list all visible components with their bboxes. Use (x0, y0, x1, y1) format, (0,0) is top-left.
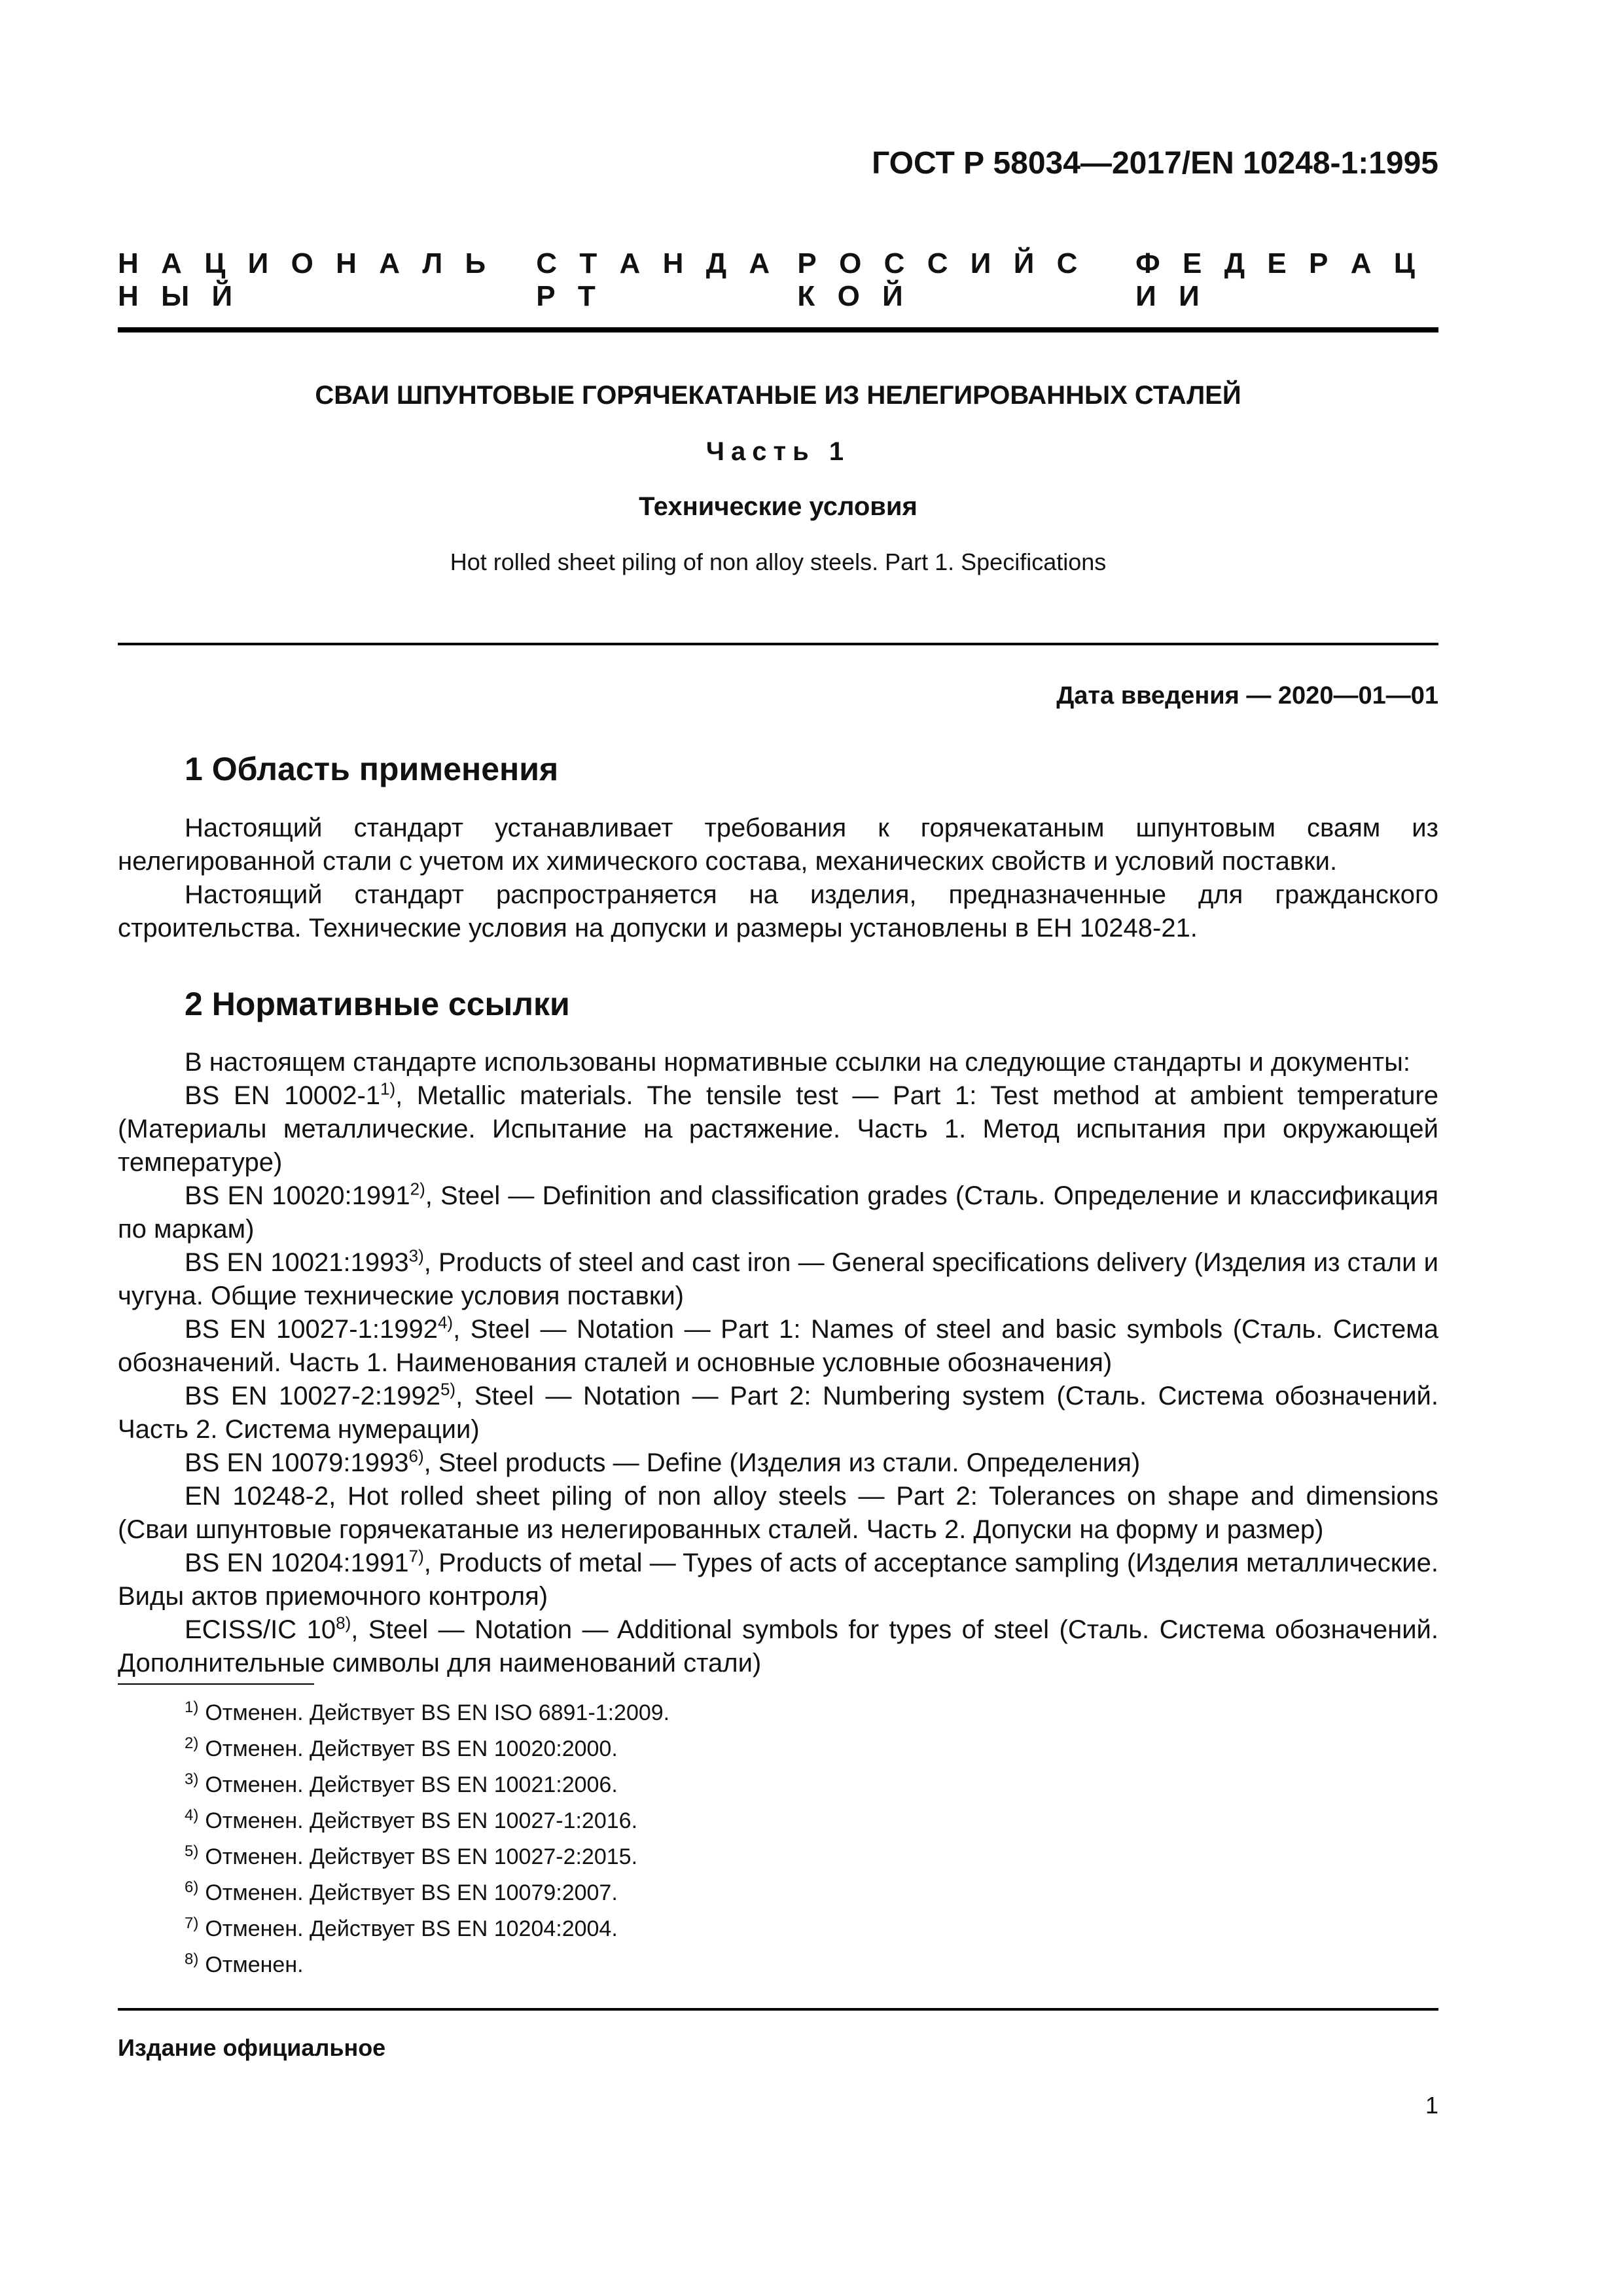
footnote-text: Отменен. (205, 1952, 304, 1977)
footnote-number: 5) (185, 1842, 199, 1860)
national-word: Ф Е Д Е Р А ЦИ И (1135, 247, 1415, 312)
document-title: СВАИ ШПУНТОВЫЕ ГОРЯЧЕКАТАНЫЕ ИЗ НЕЛЕГИРОВАННЫХ СТАЛЕЙ (315, 381, 1241, 410)
introduction-date: Дата введения — 2020—01—01 (1056, 682, 1438, 709)
footnote (185, 1695, 669, 1731)
footer-divider (118, 2008, 1438, 2011)
paragraph: Настоящий стандарт устанавливает требования к горячекатаным шпунтовым сваям из нелегированной стали с учетом их химического состава, механических свойств и условий поставки. (118, 814, 1438, 876)
national-word: С Т А Н Д АР Т (536, 247, 770, 312)
reference-code: BS EN 10027-1:1992 (185, 1315, 438, 1344)
reference-code: EN 10248-2 (185, 1482, 329, 1511)
reference-code: BS EN 10020:1991 (185, 1181, 410, 1210)
footnote-text: Отменен. Действует BS EN 10027-2:2015. (205, 1844, 638, 1869)
footnote (185, 1803, 669, 1839)
document-subtitle: Технические условия (639, 492, 918, 521)
footnote-number: 1) (185, 1698, 199, 1716)
reference-text: , Steel — Notation — Additional symbols for types of steel (Сталь. Система обозначений. Дополнительные символы для наименований стали) (118, 1615, 1438, 1677)
reference-text: , Metallic materials. The tensile test — Part 1: Test method at ambient temperature (Материалы металлические. Испытание на растяжение. Часть 1. Метод испытания при окружающей температуре) (118, 1081, 1438, 1177)
reference-item (118, 1179, 1438, 1246)
reference-code: BS EN 10002-1 (185, 1081, 381, 1110)
section-1-body (118, 812, 1438, 945)
reference-item (118, 1446, 1438, 1480)
footnote-text: Отменен. Действует BS EN 10020:2000. (205, 1736, 618, 1761)
footnote-text: Отменен. Действует BS EN 10204:2004. (205, 1916, 618, 1941)
reference-item (118, 1380, 1438, 1446)
reference-text: , Steel — Definition and classification grades (Сталь. Определение и классификация по маркам) (118, 1181, 1438, 1244)
footnote-mark[interactable]: 4) (437, 1312, 454, 1333)
national-word: Р О С С И Й СК О Й (797, 247, 1078, 312)
footnote-mark[interactable]: 5) (440, 1379, 456, 1399)
reference-item (118, 1547, 1438, 1613)
footnote (185, 1911, 669, 1947)
section-2-body (118, 1046, 1438, 1680)
section-2-heading: 2 Нормативные ссылки (185, 986, 570, 1022)
footnote-text: Отменен. Действует BS EN 10079:2007. (205, 1880, 618, 1905)
document-part: Часть 1 (705, 437, 851, 466)
national-standard-heading (118, 247, 1438, 313)
reference-item (118, 1613, 1438, 1680)
reference-item (118, 1313, 1438, 1380)
footnote (185, 1947, 669, 1983)
footnote-mark[interactable]: 3) (408, 1246, 424, 1266)
footnote-text: Отменен. Действует BS EN ISO 6891-1:2009. (205, 1700, 670, 1725)
footnote-text: Отменен. Действует BS EN 10027-1:2016. (205, 1808, 638, 1833)
reference-text: , Steel — Notation — Part 2: Numbering system (Сталь. Система обозначений. Часть 2. Система нумерации) (118, 1382, 1439, 1444)
header-divider (118, 327, 1438, 332)
footnote-number: 7) (185, 1914, 199, 1932)
reference-text: , Products of steel and cast iron — General specifications delivery (Изделия из стали и чугуна. Общие технические условия поставки) (118, 1248, 1438, 1310)
footnote-mark[interactable]: 6) (408, 1446, 424, 1466)
reference-code: BS EN 10027-2:1992 (185, 1382, 440, 1410)
reference-code: BS EN 10204:1991 (185, 1549, 409, 1577)
reference-item (118, 1079, 1438, 1179)
reference-text: , Steel products — Define (Изделия из стали. Определения) (423, 1448, 1141, 1477)
footnote (185, 1731, 669, 1767)
reference-text: , Steel — Notation — Part 1: Names of steel and basic symbols (Сталь. Система обозначений. Часть 1. Наименования сталей и основные условные обозначения) (118, 1315, 1439, 1377)
page-number: 1 (1425, 2092, 1438, 2119)
reference-item (118, 1246, 1438, 1313)
footnote-number: 3) (185, 1770, 199, 1788)
footnote-mark[interactable]: 1) (380, 1079, 396, 1099)
footnote-number: 8) (185, 1950, 199, 1968)
paragraph: В настоящем стандарте использованы нормативные ссылки на следующие стандарты и документы: (185, 1048, 1410, 1077)
footnote-mark[interactable]: 2) (410, 1179, 425, 1199)
reference-text: , Products of metal — Types of acts of acceptance sampling (Изделия металлические. Виды актов приемочного контроля) (118, 1549, 1439, 1611)
footnote-mark[interactable]: 7) (408, 1546, 424, 1566)
official-edition-label: Издание официальное (118, 2034, 386, 2061)
footnote (185, 1875, 669, 1911)
national-word: Н А Ц И О Н А Л ЬН Ы Й (118, 247, 486, 312)
footnotes (185, 1695, 669, 1983)
footnote-separator (118, 1683, 314, 1685)
footnote-number: 6) (185, 1878, 199, 1896)
footnote (185, 1839, 669, 1875)
footnote-number: 4) (185, 1806, 199, 1824)
footnote (185, 1767, 669, 1803)
paragraph: Настоящий стандарт распространяется на изделия, предназначенные для гражданского строительства. Технические условия на допуски и размеры установлены в ЕН 10248-21. (118, 880, 1438, 942)
footnote-number: 2) (185, 1734, 199, 1752)
gost-code: ГОСТ Р 58034—2017/EN 10248-1:1995 (872, 146, 1438, 181)
reference-code: BS EN 10021:1993 (185, 1248, 409, 1277)
reference-code: ECISS/IC 10 (185, 1615, 336, 1644)
reference-text: , Hot rolled sheet piling of non alloy steels — Part 2: Tolerances on shape and dimensions (Сваи шпунтовые горячекатаные из нелегированных сталей. Часть 2. Допуски на форму и размер) (118, 1482, 1438, 1544)
footnote-mark[interactable]: 8) (336, 1613, 351, 1633)
title-divider (118, 643, 1438, 645)
reference-code: BS EN 10079:1993 (185, 1448, 409, 1477)
document-english-title: Hot rolled sheet piling of non alloy steels. Part 1. Specifications (450, 548, 1107, 575)
footnote-text: Отменен. Действует BS EN 10021:2006. (205, 1772, 618, 1797)
reference-item (118, 1480, 1438, 1547)
section-1-heading: 1 Область применения (185, 751, 559, 787)
